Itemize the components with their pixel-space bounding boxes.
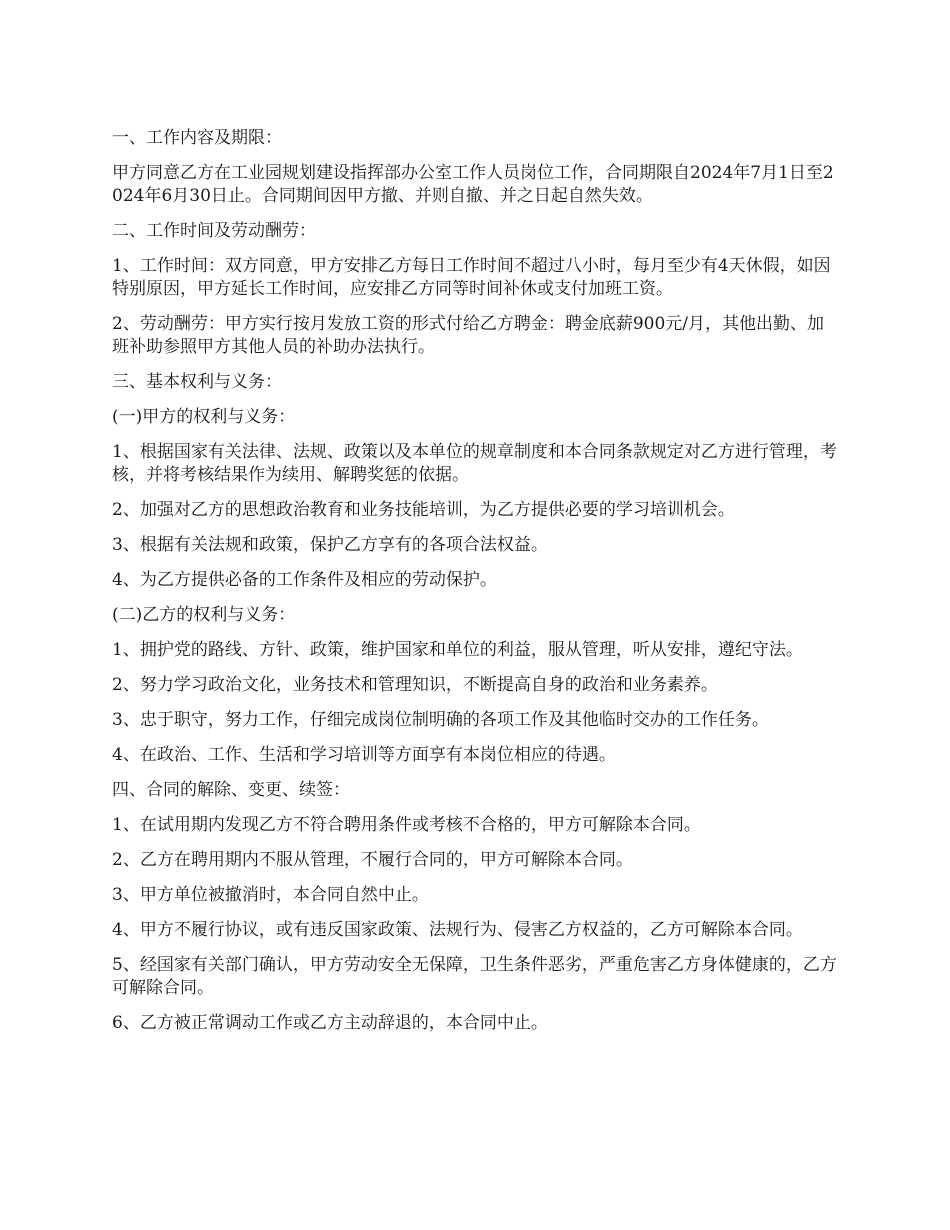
- section-heading-2: 二、工作时间及劳动酬劳：: [112, 221, 316, 241]
- section-heading-4: 四、合同的解除、变更、续签：: [112, 780, 350, 800]
- paragraph: 1、在试用期内发现乙方不符合聘用条件或考核不合格的，甲方可解除本合同。: [112, 815, 701, 835]
- paragraph: 5、经国家有关部门确认，甲方劳动安全无保障，卫生条件恶劣，严重危害乙方身体健康的，乙方可解除合同。: [112, 955, 837, 998]
- paragraph: 3、根据有关法规和政策，保护乙方享有的各项合法权益。: [112, 535, 548, 555]
- paragraph: 2、乙方在聘用期内不服从管理，不履行合同的，甲方可解除本合同。: [112, 850, 633, 870]
- paragraph: 甲方同意乙方在工业园规划建设指挥部办公室工作人员岗位工作，合同期限自2024年7月1日至2024年6月30日止。合同期间因甲方撤、并则自撤、并之日起自然失效。: [112, 163, 834, 206]
- paragraph: 4、甲方不履行协议，或有违反国家政策、法规行为、侵害乙方权益的，乙方可解除本合同。: [112, 920, 803, 940]
- paragraph: 4、在政治、工作、生活和学习培训等方面享有本岗位相应的待遇。: [112, 745, 616, 765]
- paragraph: 2、努力学习政治文化，业务技术和管理知识，不断提高自身的政治和业务素养。: [112, 675, 718, 695]
- section-heading-1: 一、工作内容及期限：: [112, 128, 282, 148]
- paragraph: 2、加强对乙方的思想政治教育和业务技能培训，为乙方提供必要的学习培训机会。: [112, 500, 735, 520]
- document-body: [112, 127, 840, 1047]
- paragraph: 6、乙方被正常调动工作或乙方主动辞退的，本合同中止。: [112, 1013, 548, 1033]
- paragraph: 1、根据国家有关法律、法规、政策以及本单位的规章制度和本合同条款规定对乙方进行管理，考核，并将考核结果作为续用、解聘奖惩的依据。: [112, 442, 837, 485]
- subsection-heading-party-b: (二)乙方的权利与义务：: [112, 605, 296, 625]
- section-heading-3: 三、基本权利与义务：: [112, 372, 282, 392]
- paragraph: 3、甲方单位被撤消时，本合同自然中止。: [112, 885, 429, 905]
- paragraph: 4、为乙方提供必备的工作条件及相应的劳动保护。: [112, 570, 497, 590]
- paragraph: 3、忠于职守，努力工作，仔细完成岗位制明确的各项工作及其他临时交办的工作任务。: [112, 710, 769, 730]
- subsection-heading-party-a: (一)甲方的权利与义务：: [112, 407, 296, 427]
- paragraph: 1、工作时间：双方同意，甲方安排乙方每日工作时间不超过八小时，每月至少有4天休假，如因特别原因，甲方延长工作时间，应安排乙方同等时间补休或支付加班工资。: [112, 256, 831, 299]
- paragraph: 1、拥护党的路线、方针、政策，维护国家和单位的利益，服从管理，听从安排，遵纪守法。: [112, 640, 803, 660]
- paragraph: 2、劳动酬劳：甲方实行按月发放工资的形式付给乙方聘金：聘金底薪900元/月，其他出勤、加班补助参照甲方其他人员的补助办法执行。: [112, 314, 824, 357]
